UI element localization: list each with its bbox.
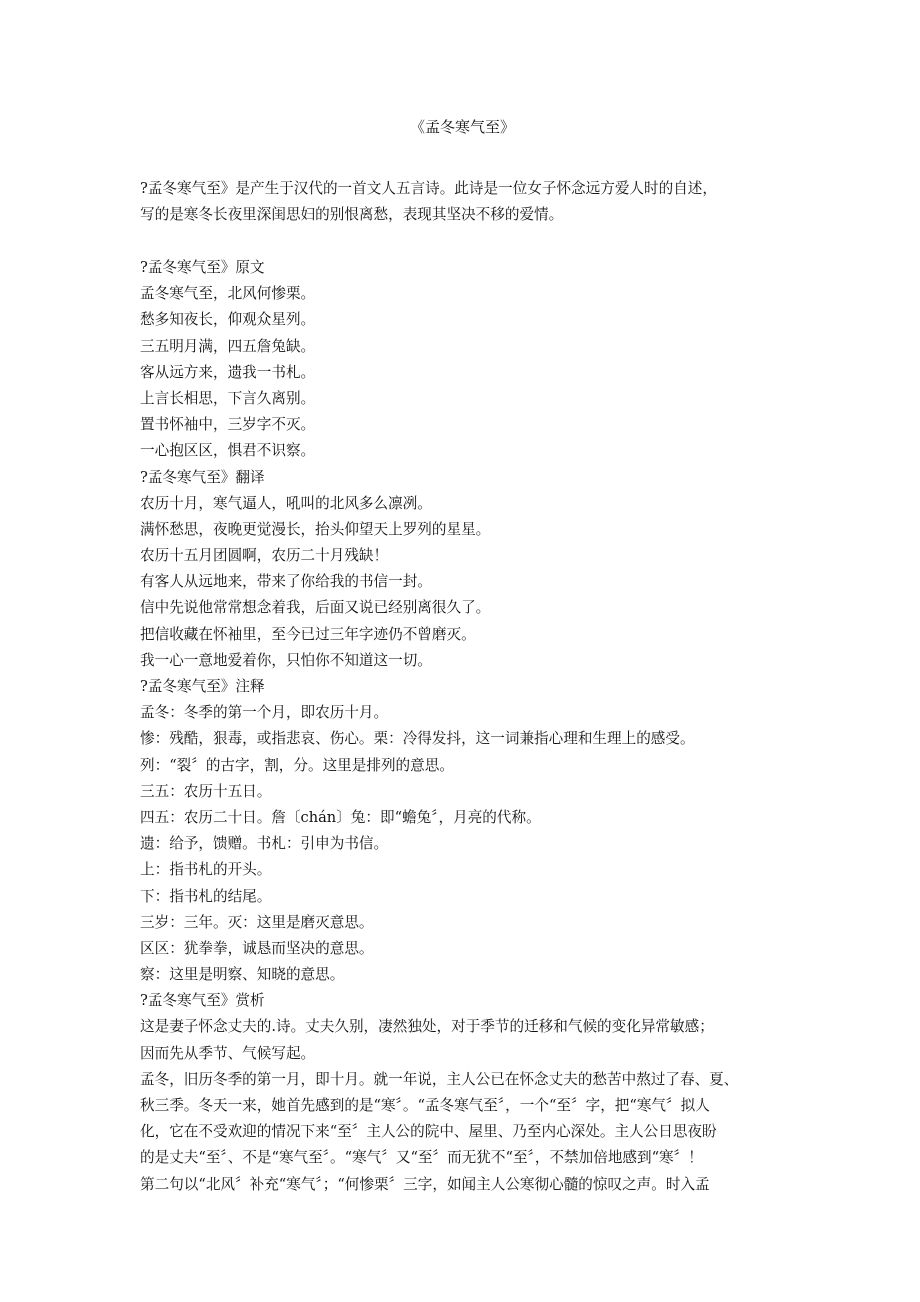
translation-line: 信中先说他常常想念着我，后面又说已经别离很久了。 [140, 599, 491, 617]
note-line: 区区：犹拳拳，诚恳而坚决的意思。 [140, 939, 374, 957]
appreciation-line: 的是丈夫“至〞、不是“寒气至〞。“寒气〞又“至〞而无犹不“至〞，不禁加倍地感到“寒〞！ [140, 1149, 703, 1167]
note-line: 三岁：三年。灭：这里是磨灭意思。 [140, 913, 374, 931]
section-heading-original: ?孟冬寒气至》原文 [140, 259, 265, 276]
note-line: 三五：农历十五日。 [140, 782, 272, 800]
section-heading-appreciation: ?孟冬寒气至》赏析 [140, 992, 265, 1010]
translation-line: 农历十五月团圆啊，农历二十月残缺！ [140, 547, 389, 565]
note-line: 四五：农历二十日。詹〔chán〕兔：即“蟾兔〞，月亮的代称。 [140, 808, 541, 826]
poem-line: 愁多知夜长，仰观众星列。 [140, 311, 316, 329]
note-line: 下：指书札的结尾。 [140, 887, 272, 905]
note-line: 上：指书札的开头。 [140, 861, 272, 879]
note-line: 惨：残酷，狠毒，或指悲哀、伤心。栗：冷得发抖，这一词兼指心理和生理上的感受。 [140, 730, 695, 748]
poem-line: 置书怀袖中，三岁字不灭。 [140, 416, 316, 434]
translation-line: 满怀愁思，夜晚更觉漫长，抬头仰望天上罗列的星星。 [140, 520, 491, 538]
document-title: 《孟冬寒气至》 [409, 118, 515, 136]
appreciation-line: 孟冬，旧历冬季的第一月，即十月。就一年说，主人公已在怀念丈夫的愁苦中熬过了春、夏、 [140, 1070, 739, 1088]
intro-paragraph [140, 176, 785, 228]
note-line: 遗：给予，馈赠。书札：引申为书信。 [140, 835, 389, 853]
poem-line: 一心抱区区，惧君不识察。 [140, 442, 316, 460]
poem-line: 上言长相思，下言久离别。 [140, 389, 316, 407]
poem-line: 三五明月满，四五詹兔缺。 [140, 337, 316, 355]
translation-line: 有客人从远地来，带来了你给我的书信一封。 [140, 573, 432, 591]
translation-line: 农历十月，寒气逼人，吼叫的北风多么凛冽。 [140, 494, 432, 512]
appreciation-line: 第二句以“北风〞补充“寒气〞；“何惨栗〞三字，如闻主人公寒彻心髓的惊叹之声。时入孟 [140, 1175, 710, 1193]
note-line: 孟冬：冬季的第一个月，即农历十月。 [140, 704, 389, 722]
intro-line: 写的是寒冬长夜里深闺思妇的别恨离愁，表现其坚决不移的爱情。 [140, 206, 564, 224]
translation-line: 把信收藏在怀袖里，至今已过三年字迹仍不曾磨灭。 [140, 625, 476, 643]
poem-line: 孟冬寒气至，北风何惨栗。 [140, 285, 316, 303]
appreciation-line: 化，它在不受欢迎的情况下来“至〞主人公的院中、屋里、乃至内心深处。主人公日思夜盼 [140, 1123, 717, 1141]
note-line: 察：这里是明察、知晓的意思。 [140, 966, 345, 984]
section-heading-translation: ?孟冬寒气至》翻译 [140, 468, 265, 486]
appreciation-line: 秋三季。冬天一来，她首先感到的是“寒〞。“孟冬寒气至〞，一个“至〞字，把“寒气〞拟人 [140, 1097, 710, 1114]
intro-line: ?孟冬寒气至》是产生于汉代的一首文人五言诗。此诗是一位女子怀念远方爱人时的自述， [140, 180, 717, 197]
note-line: 列：“裂〞的古字，割，分。这里是排列的意思。 [140, 756, 454, 774]
translation-line: 我一心一意地爱着你，只怕你不知道这一切。 [140, 651, 432, 669]
poem-line: 客从远方来，遗我一书札。 [140, 363, 316, 381]
document-body [140, 255, 785, 1198]
section-heading-notes: ?孟冬寒气至》注释 [140, 678, 265, 695]
appreciation-line: 因而先从季节、气候写起。 [140, 1044, 316, 1062]
appreciation-line: 这是妻子怀念丈夫的.诗。丈夫久别，凄然独处，对于季节的迁移和气候的变化异常敏感； [140, 1018, 714, 1036]
